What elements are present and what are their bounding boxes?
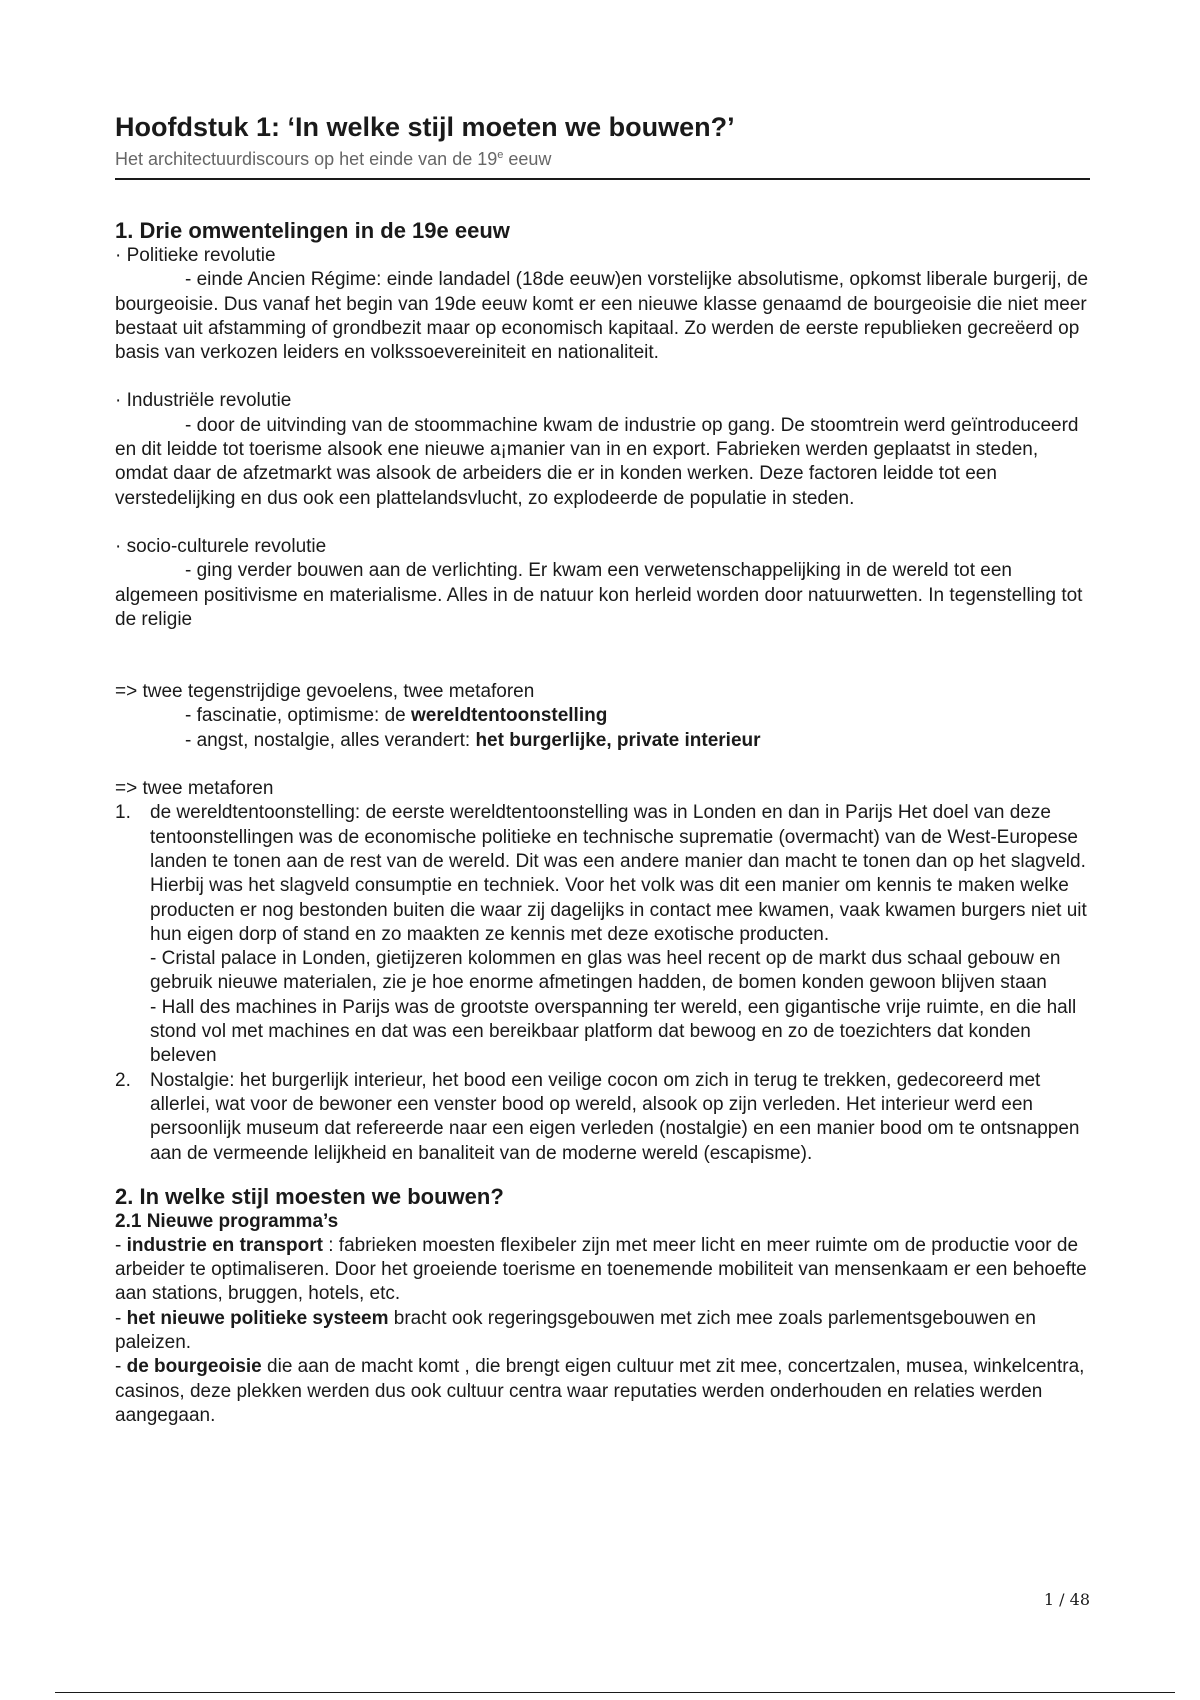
title-divider (115, 178, 1090, 180)
socio-paragraph: - ging verder bouwen aan de verlichting. Er kwam een verwetenschappelijking in de wereld tot een algemeen positivisme en materialisme. Alles in de natuur kon herleid worden door natuurwetten. In tegenstelling tot de religie (115, 560, 1083, 630)
gevoelens-intro: => twee tegenstrijdige gevoelens, twee metaforen (115, 681, 535, 703)
metaforen-list (115, 801, 1090, 1165)
socio-label: · socio-culturele revolutie (115, 535, 327, 557)
metaforen-intro: => twee metaforen (115, 778, 274, 800)
document-page (115, 110, 1090, 1428)
industrie-paragraph: - door de uitvinding van de stoommachine kwam de industrie op gang. De stoomtrein werd geïntroduceerd en dit leidde tot toerisme alsook ene nieuwe a¡manier van in en export. Fabrieken werden geplaatst in steden, omdat daar de afzetmarkt was alsook de arbeiders die er in konden werken. Deze factoren leidde tot een verstedelijking en dus ook een plattelandsvlucht, zo explodeerde de populatie in steden. (115, 414, 1079, 509)
programma-item-bourgeoisie: - de bourgeoisie die aan de macht komt , die brengt eigen cultuur met zit mee, concertzalen, musea, winkelcentra, casinos, deze plekken werden dus ook cultuur centra waar reputaties werden onderhouden en relaties werden aangegaan. (115, 1356, 1085, 1426)
industrie-label: · Industriële revolutie (115, 390, 292, 412)
gevoel-item-2: - angst, nostalgie, alles verandert: het burgerlijke, private interieur (185, 729, 761, 751)
section-2-1-heading: 2.1 Nieuwe programma’s (115, 1210, 339, 1232)
page-title: Hoofdstuk 1: ‘In welke stijl moeten we bouwen?’ (115, 112, 735, 142)
page-subtitle: Het architectuurdiscours op het einde van de 19e eeuw (115, 149, 552, 169)
section-2-heading: 2. In welke stijl moesten we bouwen? (115, 1183, 504, 1209)
politiek-paragraph: - einde Ancien Régime: einde landadel (18de eeuw)en vorstelijke absolutisme, opkomst liberale burgerij, de bourgeoisie. Dus vanaf het begin van 19de eeuw komt er een nieuwe klasse genaamd de bourgeoisie die niet meer bestaat uit afstamming of grondbezit maar op economisch kapitaal. Zo werden de eerste republieken gecreëerd op basis van verkozen leiders en volkssoevereiniteit en nationaliteit. (115, 269, 1089, 364)
page-number: 1 / 48 (1043, 1590, 1090, 1609)
politiek-label: · Politieke revolutie (115, 245, 276, 266)
section-1-heading: 1. Drie omwentelingen in de 19e eeuw (115, 218, 510, 243)
page-bottom-divider (55, 1692, 1175, 1693)
gevoel-item-1: - fascinatie, optimisme: de wereldtentoonstelling (185, 705, 608, 727)
programma-item-politiek: - het nieuwe politieke systeem bracht ook regeringsgebouwen met zich mee zoals parlementsgebouwen en paleizen. (115, 1307, 1036, 1353)
programma-item-industrie: - industrie en transport : fabrieken moesten flexibeler zijn met meer licht en meer ruimte om de productie voor de arbeider te optimaliseren. Door het groeiende toerisme en toenemende mobiliteit van mensenkaam er een behoefte aan stations, bruggen, hotels, etc. (115, 1234, 1087, 1305)
list-item: 2. Nostalgie: het burgerlijk interieur, het bood een veilige cocon om zich in terug te trekken, gedecoreerd met allerlei, wat voor de bewoner een venster bood op wereld, alsook op zijn verleden. Het interieur werd een persoonlijk museum dat refereerde naar een eigen verleden (nostalgie) en een manier bood om te ontsnappen aan de vermeende lelijkheid en banaliteit van de moderne wereld (escapisme). (115, 1069, 1080, 1164)
list-item: 1. de wereldtentoonstelling: de eerste wereldtentoonstelling was in Londen en dan in Parijs Het doel van deze tentoonstellingen was de economische politieke en technische suprematie (overmacht) van de West-Europese landen te tonen aan de rest van de wereld. Dit was een andere manier dan macht te tonen dan op het slagveld. Hierbij was het slagveld consumptie en techniek. Voor het volk was dit een manier om kennis te maken welke producten er nog bestonden buiten die waar zij dagelijks in contact mee kwamen, vaak kwamen burgers niet uit hun eigen dorp of stand en zo maakten ze kennis met deze exotische producten. - Cristal palace in Londen, gietijzeren kolommen en glas was heel recent op de markt dus schaal gebouw en gebruik nieuwe materialen, zie je hoe enorme afmetingen hadden, de bomen konden gewoon blijven staan - Hall des machines in Parijs was de grootste overspanning ter wereld, een gigantische vrije ruimte, en die hall stond vol met machines en dat was een bereikbaar platform dat bewoog en zo de toezichters dat konden beleven (115, 802, 1087, 1067)
